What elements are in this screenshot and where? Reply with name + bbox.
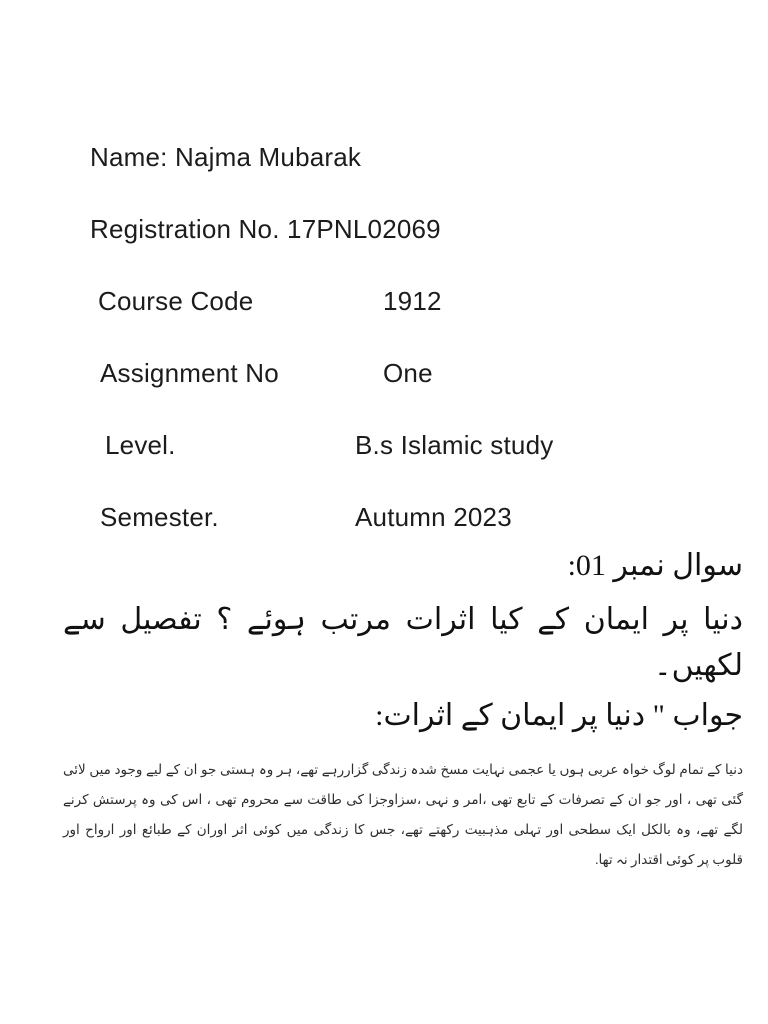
- semester-label: Semester.: [100, 502, 219, 532]
- urdu-question-block: [63, 545, 743, 875]
- course-code-label: Course Code: [98, 286, 254, 316]
- answer-paragraph-line: لگے تھے، وہ بالکل ایک سطحی اور تہلی مذہبیت رکھتے تھے، جس کا زندگی میں کوئی اثر اوران کے طبائع اور ارواح اور: [63, 822, 743, 837]
- answer-paragraph: [63, 755, 743, 875]
- registration-line: [90, 210, 690, 282]
- answer-paragraph-line: گئی تھی ، اور جو ان کے تصرفات کے تابع تھی ،امر و نہی ،سزاوجزا کی طاقت سے محروم تھی ، اس کی وہ پرستش کرنے: [63, 792, 743, 807]
- answer-paragraph-line: دنیا کے تمام لوگ خواہ عربی ہوں یا عجمی نہایت مسخ شدہ زندگی گزاررہے تھے، ہر وہ ہستی جو ان کے لیے وجود میں لائی: [63, 762, 743, 777]
- course-code-value: 1912: [383, 286, 442, 316]
- name-line: [90, 138, 690, 210]
- question-text: دنیا پر ایمان کے کیا اثرات مرتب ہوئے ؟ تفصیل سے لکھیں۔: [63, 603, 743, 682]
- answer-heading: جواب " دنیا پر ایمان کے اثرات:: [375, 699, 743, 732]
- assignment-no-row: [90, 354, 690, 426]
- assignment-no-value: One: [383, 358, 433, 388]
- semester-value: Autumn 2023: [355, 502, 512, 532]
- name-line-text: Name: Najma Mubarak: [90, 142, 362, 172]
- registration-line-text: Registration No. 17PNL02069: [90, 214, 441, 244]
- answer-paragraph-line: قلوب پر کوئی اقتدار نہ تھا.: [595, 852, 743, 867]
- question-number-heading: سوال نمبر 01:: [567, 549, 743, 582]
- course-code-row: [90, 282, 690, 354]
- level-row: [90, 426, 690, 498]
- level-value: B.s Islamic study: [355, 430, 554, 460]
- assignment-no-label: Assignment No: [100, 358, 279, 388]
- assignment-info-block: [90, 138, 690, 570]
- level-label: Level.: [105, 430, 176, 460]
